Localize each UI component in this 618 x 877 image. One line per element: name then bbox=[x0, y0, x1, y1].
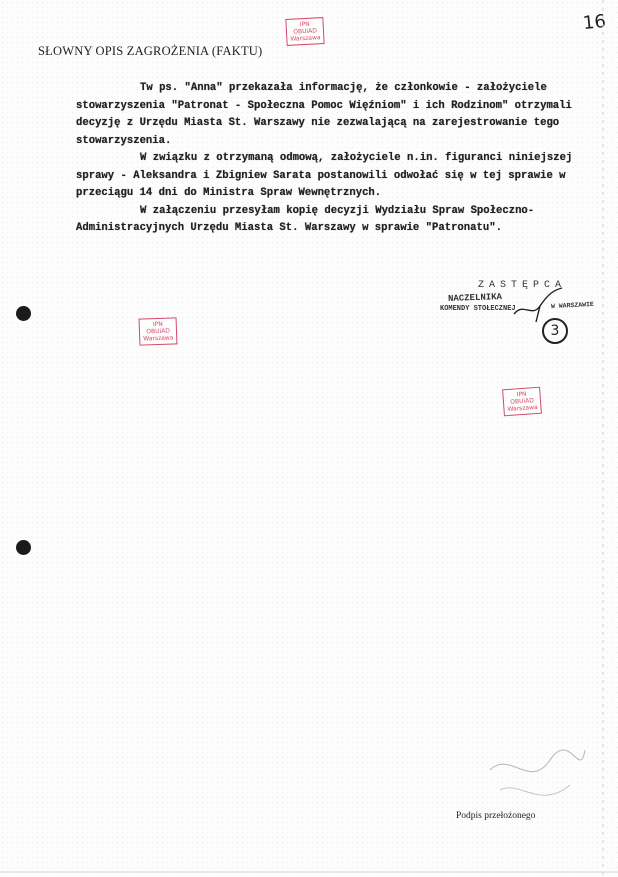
page-number: 16 bbox=[582, 10, 608, 35]
official-stamp-line: W WARSZAWIE bbox=[550, 300, 595, 311]
signature-label: Podpis przełożonego bbox=[456, 811, 536, 821]
handwritten-signature bbox=[510, 284, 570, 324]
hole-punch bbox=[16, 306, 31, 321]
ipn-stamp bbox=[285, 17, 325, 46]
ipn-stamp bbox=[139, 317, 178, 345]
ipn-stamp-line: Warszawa bbox=[507, 403, 538, 414]
ipn-stamp-line: Warszawa bbox=[290, 34, 321, 43]
official-stamp bbox=[440, 280, 613, 320]
ipn-stamp bbox=[502, 387, 542, 417]
official-stamp-line: KOMENDY STOŁECZNEJ bbox=[440, 305, 516, 313]
official-stamp-title: ZASTĘPCA bbox=[478, 280, 567, 291]
ipn-stamp-line: IPN bbox=[299, 20, 310, 29]
document-heading: SŁOWNY OPIS ZAGROŻENIA (FAKTU) bbox=[38, 44, 263, 58]
body-text bbox=[76, 80, 591, 238]
paragraph: W związku z otrzymaną odmową, założyciele n.in. figuranci niniejszej sprawy - Aleksandra i Zbigniew Sarata postanowili odwołać się w tej sprawie w przeciągu 14 dni do Ministra Spraw Wewnętrznych. bbox=[76, 152, 573, 199]
official-stamp-line: NACZELNIKA bbox=[447, 292, 503, 304]
ipn-stamp-line: IPN bbox=[152, 320, 163, 329]
ipn-stamp-line: OBUiAD bbox=[510, 397, 535, 406]
ipn-stamp-line: IPN bbox=[516, 390, 527, 399]
ipn-stamp-line: OBUiAD bbox=[146, 327, 171, 336]
hole-punch bbox=[16, 540, 31, 555]
ipn-stamp-line: Warszawa bbox=[143, 334, 174, 343]
faint-signature-marks bbox=[480, 730, 590, 820]
paragraph: W załączeniu przesyłam kopię decyzji Wydziału Spraw Społeczno-Administracyjnych Urzędu Miasta St. Warszawy w sprawie "Patronatu". bbox=[76, 204, 535, 234]
ipn-stamp-line: OBUiAD bbox=[293, 27, 318, 36]
circled-number: 3 bbox=[542, 318, 568, 344]
paragraph: Tw ps. "Anna" przekazała informację, że członkowie - założyciele stowarzyszenia "Patronat - Społeczna Pomoc Więźniom" i ich Rodzinom" otrzymali decyzję z Urzędu Miasta St. Warszawy nie zezwalającą na zarejestrowanie tego stowarzyszenia. bbox=[76, 82, 572, 147]
